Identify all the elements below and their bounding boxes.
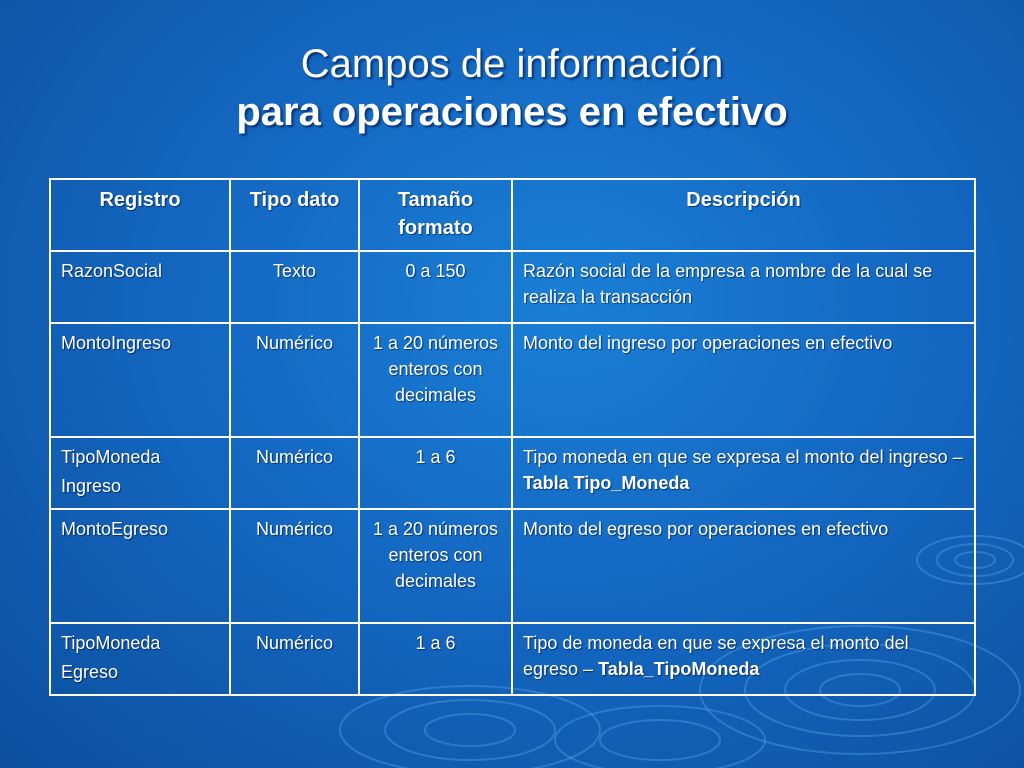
cell-tipo-dato: Numérico [230, 623, 359, 695]
information-fields-table [49, 178, 976, 696]
registro-text: TipoMoneda [61, 447, 161, 467]
cell-descripcion [512, 509, 975, 623]
title-line-2: para operaciones en efectivo [236, 90, 788, 134]
descripcion-text: Monto del egreso por operaciones en efectivo [523, 519, 889, 539]
cell-descripcion [512, 323, 975, 437]
cell-tamano: 1 a 6 [359, 623, 512, 695]
table-reference: Tabla Tipo_Moneda [523, 473, 690, 493]
title-line-1: Campos de información [300, 42, 724, 86]
cell-registro [50, 251, 230, 323]
cell-registro [50, 623, 230, 695]
table-reference: Tabla_TipoMoneda [598, 659, 760, 679]
slide-title [0, 40, 1024, 136]
descripcion-text: Razón social de la empresa a nombre de la cual se realiza la transacción [523, 261, 933, 307]
cell-descripcion [512, 251, 975, 323]
header-tipo-dato: Tipo dato [230, 179, 359, 251]
cell-tamano: 0 a 150 [359, 251, 512, 323]
cell-tamano: 1 a 6 [359, 437, 512, 509]
registro-text: TipoMoneda [61, 633, 161, 653]
descripcion-text: Tipo moneda en que se expresa el monto del ingreso – [523, 447, 963, 467]
cell-registro [50, 437, 230, 509]
table-row [50, 251, 975, 323]
registro-text: MontoIngreso [61, 333, 172, 353]
cell-tipo-dato: Numérico [230, 509, 359, 623]
registro-text: RazonSocial [61, 261, 163, 281]
header-registro: Registro [50, 179, 230, 251]
cell-registro [50, 323, 230, 437]
table-row [50, 623, 975, 695]
cell-tamano: 1 a 20 números enteros con decimales [359, 323, 512, 437]
table-row [50, 437, 975, 509]
table-header-row [50, 179, 975, 251]
registro-text-line-2: Egreso [61, 662, 119, 682]
descripcion-text: Monto del ingreso por operaciones en efectivo [523, 333, 893, 353]
descripcion-text: Tipo de moneda en que se expresa el monto del egreso – [523, 633, 909, 679]
registro-text-line-2: Ingreso [61, 476, 122, 496]
cell-descripcion [512, 437, 975, 509]
table-row [50, 323, 975, 437]
cell-tipo-dato: Numérico [230, 437, 359, 509]
cell-tamano: 1 a 20 números enteros con decimales [359, 509, 512, 623]
cell-registro [50, 509, 230, 623]
header-tamano-formato: Tamaño formato [359, 179, 512, 251]
header-descripcion: Descripción [512, 179, 975, 251]
table-row [50, 509, 975, 623]
cell-tipo-dato: Numérico [230, 323, 359, 437]
cell-descripcion [512, 623, 975, 695]
cell-tipo-dato: Texto [230, 251, 359, 323]
registro-text: MontoEgreso [61, 519, 169, 539]
